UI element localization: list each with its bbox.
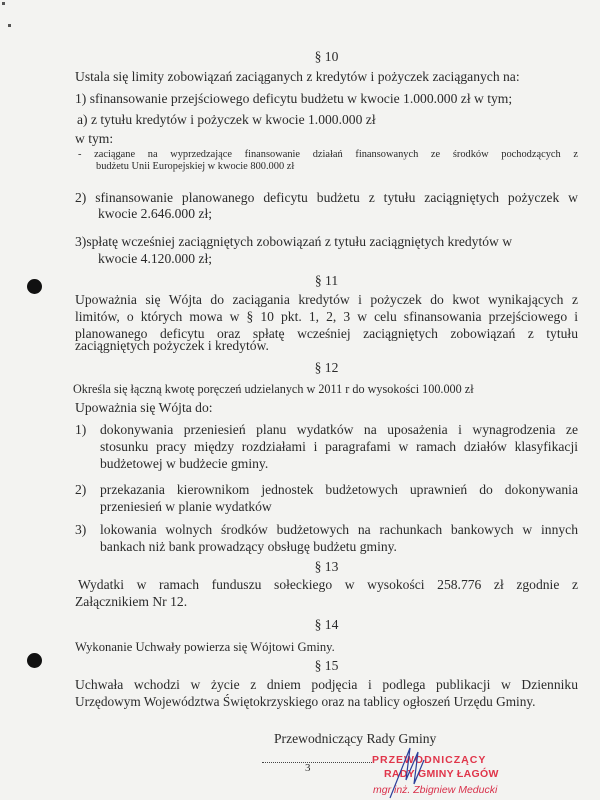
s10-item-2-cont: kwocie 2.646.000 zł; <box>98 206 213 221</box>
s12-item-line: przeniesień w planie wydatków <box>100 499 272 514</box>
s12-item-line: stosunku pracy między rozdziałami i paragrafami w ramach działów klasyfikacji <box>100 439 578 454</box>
section-14-heading: § 14 <box>314 617 339 632</box>
s10-item-a: a) z tytułu kredytów i pożyczek w kwocie 1.000.000 zł <box>77 112 376 127</box>
s10-intro: Ustala się limity zobowiązań zaciąganych z kredytów i pożyczek zaciąganych na: <box>75 69 520 84</box>
s10-item-2: 2) sfinansowanie planowanego deficytu budżetu z tytułu zaciągniętych pożyczek w <box>75 190 578 205</box>
section-12-heading: § 12 <box>314 360 339 375</box>
s12-item-line: przekazania kierownikom jednostek budżetowych uprawnień do dokonywania <box>100 482 578 497</box>
binder-hole <box>27 279 42 294</box>
binder-hole <box>27 653 42 668</box>
s12-item-number: 1) <box>75 422 87 437</box>
s12-item-number: 2) <box>75 482 87 497</box>
s12-item-line: lokowania wolnych środków budżetowych na rachunkach bankowych w innych <box>100 522 578 537</box>
s10-bullet-line: - zaciągane na wyprzedzające finansowanie działań finansowanych ze środków pochodzących z <box>78 149 578 160</box>
section-10-heading: § 10 <box>314 49 339 64</box>
s11-line: zaciągniętych pożyczek i kredytów. <box>75 338 269 353</box>
s15-line: Urzędowym Województwa Świętokrzyskiego oraz na tablicy ogłoszeń Urzędu Gminy. <box>75 694 536 709</box>
section-11-heading: § 11 <box>314 273 339 288</box>
s11-line: planowanego deficytu oraz spłatę wcześniej zaciągniętych zobowiązań z tytułu <box>75 326 578 341</box>
signature-dotted-line <box>262 752 372 763</box>
s13-line: Załącznikiem Nr 12. <box>75 594 188 609</box>
s10-item-3: 3)spłatę wcześniej zaciągniętych zobowiązań z tytułu zaciągniętych kredytów w <box>75 234 513 249</box>
s12-item-line: dokonywania przeniesień planu wydatków na uposażenia i wynagrodzenia ze <box>100 422 578 437</box>
s10-wtym: w tym: <box>75 131 114 146</box>
stamp-name: mgr inż. Zbigniew Meducki <box>373 784 498 796</box>
stamp-line-1: PRZEWODNICZĄCY <box>372 754 487 766</box>
s11-line: limitów, o których mowa w § 10 pkt. 1, 2, 3 w celu sfinansowania przejściowego i <box>75 309 578 324</box>
s12-guarantee: Określa się łączną kwotę poręczeń udzielanych w 2011 r do wysokości 100.000 zł <box>73 382 474 396</box>
scan-mark <box>2 2 5 5</box>
stamp-line-2: RADY GMINY ŁAGÓW <box>384 768 499 780</box>
s10-item-3-cont: kwocie 4.120.000 zł; <box>98 251 213 266</box>
s12-intro: Upoważnia się Wójta do: <box>75 400 213 415</box>
s12-item-line: bankach niż bank prowadzący obsługę budżetu gminy. <box>100 539 397 554</box>
section-13-heading: § 13 <box>314 559 339 574</box>
s14-text: Wykonanie Uchwały powierza się Wójtowi Gminy. <box>75 640 335 654</box>
s12-item-line: budżetowej w budżecie gminy. <box>100 456 269 471</box>
s15-line: Uchwała wchodzi w życie z dniem podjęcia i podlega publikacji w Dzienniku <box>75 677 578 692</box>
signature-title: Przewodniczący Rady Gminy <box>274 731 437 746</box>
section-15-heading: § 15 <box>314 658 339 673</box>
scan-mark <box>8 24 11 27</box>
s10-item-1: 1) sfinansowanie przejściowego deficytu budżetu w kwocie 1.000.000 zł w tym; <box>75 91 513 106</box>
s12-item-number: 3) <box>75 522 87 537</box>
page-number: 3 <box>305 762 311 774</box>
s10-bullet-line: budżetu Unii Europejskiej w kwocie 800.000 zł <box>96 161 295 172</box>
s11-line: Upoważnia się Wójta do zaciągania kredytów i pożyczek do kwot wynikających z <box>75 292 578 307</box>
s13-line: Wydatki w ramach funduszu sołeckiego w wysokości 258.776 zł zgodnie z <box>78 577 578 592</box>
handwritten-signature <box>380 740 440 800</box>
